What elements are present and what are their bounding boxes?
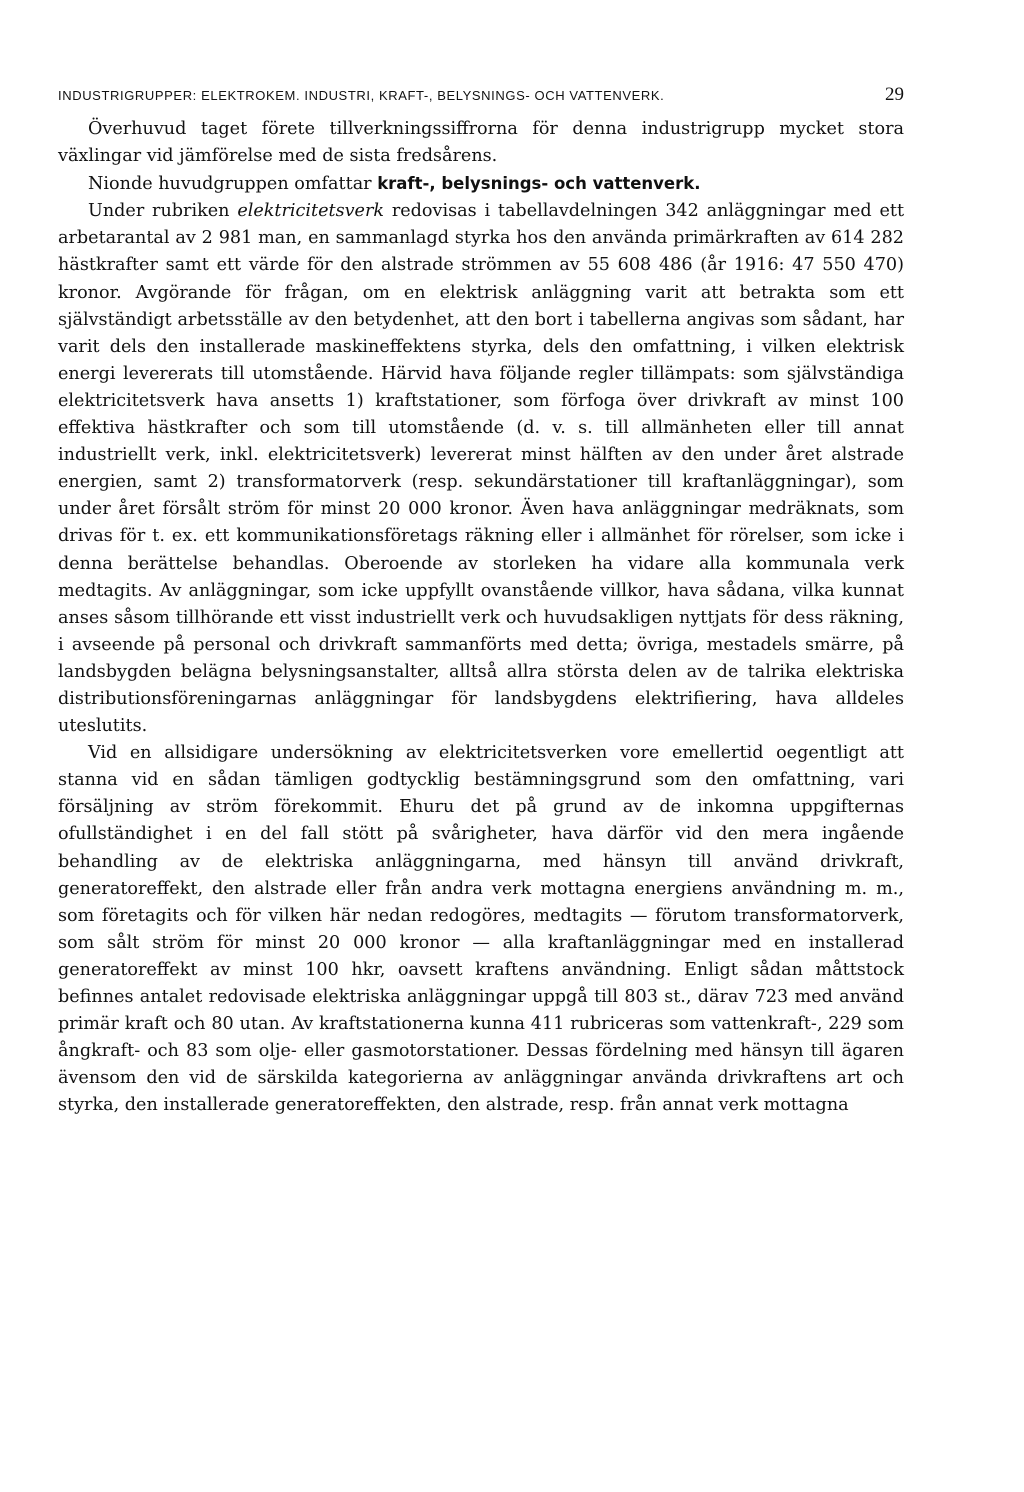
- paragraph-2: [58, 170, 904, 198]
- paragraph-3: [58, 198, 904, 740]
- page-number: 29: [885, 84, 904, 105]
- paragraph-1-text: Överhuvud taget förete tillverkningssiffrorna för denna industrigrupp mycket stora växlingar vid jämförelse med de sista fredsårens.: [58, 119, 904, 167]
- paragraph-4: [58, 740, 904, 1119]
- paragraph-2-lead: Nionde huvudgruppen omfattar: [88, 174, 372, 195]
- paragraph-3-italic: elektricitetsverk: [237, 201, 385, 222]
- running-title: INDUSTRIGRUPPER: ELEKTROKEM. INDUSTRI, KRAFT-, BELYSNINGS- OCH VATTENVERK.: [58, 88, 665, 103]
- running-header: [58, 84, 904, 112]
- paragraph-1: [58, 116, 904, 170]
- paragraph-2-bold: kraft-, belysnings- och vattenverk.: [377, 174, 701, 194]
- paragraph-3-rest: redovisas i tabellavdelningen 342 anläggningar med ett arbetarantal av 2 981 man, en sammanlagd styrka hos den använda primärkraften av 614 282 hästkrafter samt ett värde för den alstrade strömmen av 55 608 486 (år 1916: 47 550 470) kronor. Avgörande för frågan, om en elektrisk anläggning varit att betrakta som ett självständigt arbetsställe av den betydenhet, att den bort i tabellerna angivas som sådant, har varit dels den installerade maskineffektens styrka, dels den omfattning, i vilken elektrisk energi levererats till utomstående. Härvid hava följande regler tillämpats: som självständiga elektricitetsverk hava ansetts 1) kraftstationer, som förfoga över drivkraft av minst 100 effektiva hästkrafter och som till utomstående (d. v. s. till allmänheten eller till annat industriellt verk, inkl. elektricitetsverk) levererat minst hälften av den under året alstrade energien, samt 2) transformatorverk (resp. sekundärstationer till kraftanläggningar), som under året försålt ström för minst 20 000 kronor. Även hava anläggningar medräknats, som drivas för t. ex. ett kommunikationsföretags räkning eller i allmänhet för rörelser, som icke i denna berättelse behandlas. Oberoende av storleken ha vidare alla kommunala verk medtagits. Av anläggningar, som icke uppfyllt ovanstående villkor, hava sådana, vilka kunnat anses såsom tillhörande ett visst industriellt verk och huvudsakligen nyttjats för dess räkning, i avseende på personal och drivkraft sammanförts med detta; övriga, mestadels smärre, på landsbygden belägna belysningsanstalter, alltså allra största delen av de talrika elektriska distributionsföreningarnas anläggningar för landsbygdens elektrifiering, hava alldeles uteslutits.: [58, 201, 905, 737]
- document-page: [58, 84, 904, 1119]
- paragraph-4-text: Vid en allsidigare undersökning av elektricitetsverken vore emellertid oegentligt att stanna vid en sådan tämligen godtycklig bestämningsgrund som den omfattning, vari försäljning av ström förekommit. Ehuru det på grund av de inkomna uppgifternas ofullständighet i en del fall stött på svårigheter, hava därför vid den mera ingående behandling av de elektriska anläggningarna, med hänsyn till använd drivkraft, generatoreffekt, den alstrade eller från andra verk mottagna energiens användning m. m., som företagits och för vilken här nedan redogöres, medtagits — förutom transformatorverk, som sålt ström för minst 20 000 kronor — alla kraftanläggningar med en installerad generatoreffekt av minst 100 hkr, oavsett kraftens användning. Enligt sådan måttstock befinnes antalet redovisade elektriska anläggningar uppgå till 803 st., därav 723 med använd primär kraft och 80 utan. Av kraftstationerna kunna 411 rubriceras som vattenkraft-, 229 som ångkraft- och 83 som olje- eller gasmotorstationer. Dessas fördelning med hänsyn till ägaren ävensom den vid de särskilda kategorierna av anläggningar använda drivkraftens art och styrka, den installerade generatoreffekten, den alstrade, resp. från annat verk mottagna: [58, 743, 904, 1116]
- body-text: [58, 116, 904, 1119]
- paragraph-3-lead: Under rubriken: [88, 201, 230, 222]
